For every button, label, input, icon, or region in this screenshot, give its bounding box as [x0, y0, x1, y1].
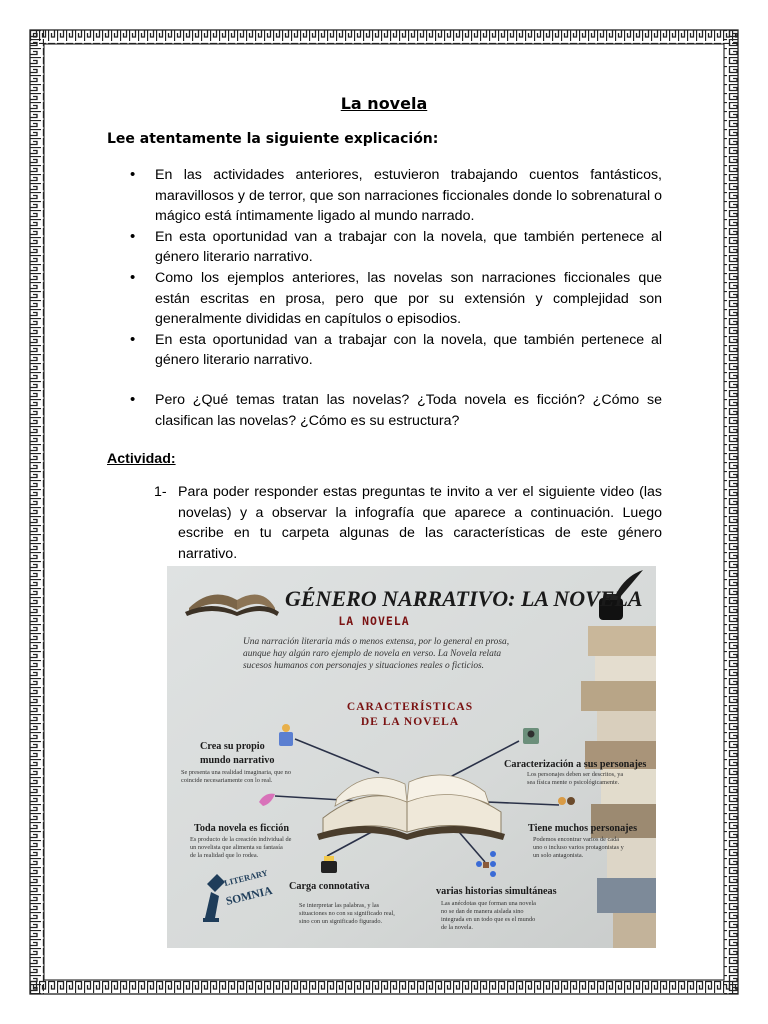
feature-description: situaciones no con su significado real,	[299, 910, 395, 917]
intro-line: sucesos humanos con personajes y situaciones reales o ficticios.	[243, 661, 485, 671]
feature-description: Las anécdotas que forman una novela	[441, 900, 536, 907]
reading-person-icon	[279, 732, 293, 746]
reading-person-head-icon	[282, 724, 290, 732]
infographic-subheading: LA NOVELA	[338, 614, 410, 628]
feature-label-simultaneous-stories: varias historias simultáneas	[436, 886, 557, 897]
logo-text-literary: LITERARY	[223, 867, 269, 888]
bullet-item: • En esta oportunidad van a trabajar con la novela, que también pertenece al género literario narrativo.	[126, 227, 662, 268]
feature-description: Se interpretar las palabras, y las	[299, 902, 380, 909]
portrait-face-icon	[528, 731, 535, 738]
characteristics-title: DE LA NOVELA	[360, 716, 460, 728]
feature-description: un solo antagonista.	[533, 852, 584, 859]
feature-label-characterization: Caracterización a sus personajes	[504, 759, 647, 770]
feature-label-fiction: Toda novela es ficción	[194, 823, 289, 834]
bullet-item: • En las actividades anteriores, estuvieron trabajando cuentos fantásticos, maravillosos y de terror, que son narraciones ficcionales donde lo sobrenatural o mágico está íntimamente ligado al mundo narrado.	[126, 165, 662, 227]
intro-line: Una narración literaria más o menos extensa, por lo general en prosa,	[243, 637, 510, 647]
novela-infographic	[167, 566, 656, 948]
feature-description: Se presenta una realidad imaginaria, que no	[181, 769, 291, 776]
feature-description: uno o incluso varios protagonistas y	[533, 844, 624, 851]
typewriter-icon	[321, 861, 337, 873]
page-title: La novela	[340, 94, 428, 113]
feature-description: Los personajes deben ser descritos, ya	[527, 771, 624, 778]
feature-description: de la novela.	[441, 924, 473, 931]
feature-description: no se dan de manera aislada sino	[441, 908, 524, 915]
feature-label-own-world: mundo narrativo	[200, 755, 275, 766]
step-text: Para poder responder estas preguntas te invito a ver el siguiente video (las novelas) y a observar la infografía que aparece a continuación. Luego escribe en tu carpeta algunas de las características de este género narrativo.	[178, 484, 662, 562]
activity-step	[154, 482, 662, 564]
characteristics-title: CARACTERÍSTICAS	[346, 701, 474, 713]
feature-label-connotative: Carga connotativa	[289, 881, 370, 892]
feature-description: un novelista que alimenta su fantasía	[190, 844, 283, 851]
feature-label-many-characters: Tiene muchos personajes	[528, 823, 638, 834]
bullet-item: • Como los ejemplos anteriores, las novelas son narraciones ficcionales que están escritas en prosa, pero que por su extensión y complejidad son generalmente divididas en capítulos o episodios.	[126, 268, 662, 330]
feature-description: Es producto de la creación individual de	[190, 836, 292, 843]
step-number: 1-	[154, 484, 167, 500]
people-icon	[558, 797, 566, 805]
feature-description: Podemos encontrar varios de cada	[533, 836, 620, 843]
bullet-item: • En esta oportunidad van a trabajar con la novela, que también pertenece al género literario narrativo.	[126, 330, 662, 371]
feature-description: sino con un significado figurado.	[299, 918, 383, 925]
activity-heading: Actividad:	[107, 451, 176, 467]
bullet-item: • Pero ¿Qué temas tratan las novelas? ¿Toda novela es ficción? ¿Cómo se clasifican las novelas? ¿Cómo es su estructura?	[126, 390, 662, 431]
feature-description: integrada en un todo que es el mundo	[441, 916, 536, 923]
feature-label-own-world: Crea su propio	[200, 741, 265, 752]
infographic-heading: GÉNERO NARRATIVO: LA NOVELA	[285, 586, 643, 611]
feature-description: de la realidad que lo rodea.	[190, 852, 259, 859]
logo-text-somnia: SOMNIA	[224, 884, 274, 908]
people-icon-second	[567, 797, 575, 805]
typewriter-paper-icon	[324, 856, 334, 861]
bullet-list	[126, 165, 662, 431]
feature-description: coincide necesariamente con lo real.	[181, 777, 273, 784]
feature-description: sea física mente o psicológicamente.	[527, 779, 620, 786]
intro-line: aunque hay algún raro ejemplo de novela en verso. La Novela relata	[243, 649, 502, 659]
section-subheading: Lee atentamente la siguiente explicación:	[107, 131, 439, 147]
